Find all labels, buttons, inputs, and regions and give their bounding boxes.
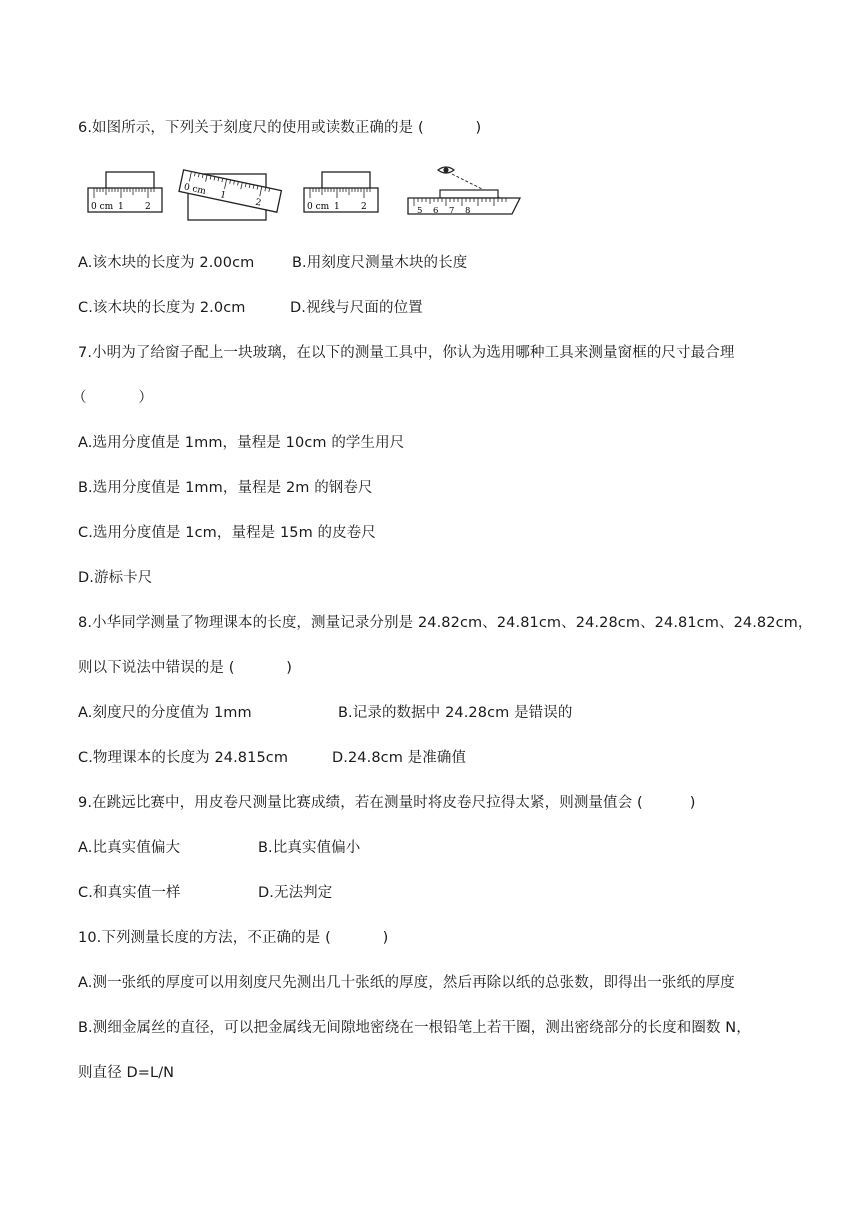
q10-option-b: B.测细金属丝的直径，可以把金属线无间隙地密绕在一根铅笔上若干圈，测出密绕部分的长度和圈数 N， xyxy=(78,1020,751,1036)
q7-stem-bracket: （ ） xyxy=(72,390,154,406)
eye-icon xyxy=(438,167,454,173)
q6-option-c: C.该木块的长度为 2.0cm xyxy=(78,300,246,316)
q9-option-d: D.无法判定 xyxy=(258,885,333,901)
q9-option-c: C.和真实值一样 xyxy=(78,885,181,901)
q9-option-b: B.比真实值偏小 xyxy=(258,840,361,856)
figure-a-label-0: 0 cm xyxy=(91,202,114,212)
q9-option-a: A.比真实值偏大 xyxy=(78,840,181,856)
figure-a-label-1: 1 xyxy=(118,202,124,212)
figure-d-label-7: 7 xyxy=(449,206,455,216)
q10-option-b-line2: 则直径 D=L/N xyxy=(78,1065,175,1081)
figure-b-label-2: 2 xyxy=(254,197,263,209)
q8-option-a: A.刻度尺的分度值为 1mm xyxy=(78,705,252,721)
figure-b-label-0: 0 cm xyxy=(182,182,207,197)
q7-option-b: B.选用分度值是 1mm，量程是 2m 的钢卷尺 xyxy=(78,480,373,496)
q9-stem: 9.在跳远比赛中，用皮卷尺测量比赛成绩，若在测量时将皮卷尺拉得太紧，则测量值会 ( ) xyxy=(78,795,696,811)
q6-option-a: A.该木块的长度为 2.00cm xyxy=(78,255,255,271)
q6-option-b: B.用刻度尺测量木块的长度 xyxy=(292,255,468,271)
figure-c-label-1: 1 xyxy=(334,202,340,212)
figure-b-label-1: 1 xyxy=(219,190,227,202)
figure-c-ruler xyxy=(304,172,378,212)
q10-stem: 10.下列测量长度的方法，不正确的是 ( ) xyxy=(78,930,389,946)
q8-stem-line2: 则以下说法中错误的是 ( ) xyxy=(78,660,293,676)
q7-option-d: D.游标卡尺 xyxy=(78,570,153,586)
q8-option-d: D.24.8cm 是准确值 xyxy=(332,750,467,766)
q7-stem: 7.小明为了给窗子配上一块玻璃，在以下的测量工具中，你认为选用哪种工具来测量窗框的尺寸最合理 xyxy=(78,345,735,361)
figure-d-label-6: 6 xyxy=(433,206,439,216)
figure-a-label-2: 2 xyxy=(145,202,151,212)
figure-b-tilted-ruler xyxy=(179,170,281,220)
q6-option-d: D.视线与尺面的位置 xyxy=(290,300,423,316)
q6-stem: 6.如图所示，下列关于刻度尺的使用或读数正确的是 ( ) xyxy=(78,120,482,136)
q10-option-a: A.测一张纸的厚度可以用刻度尺先测出几十张纸的厚度，然后再除以纸的总张数，即得出一张纸的厚度 xyxy=(78,975,735,991)
figure-c-label-2: 2 xyxy=(361,202,367,212)
q8-option-c: C.物理课本的长度为 24.815cm xyxy=(78,750,289,766)
figure-d-label-5: 5 xyxy=(417,206,423,216)
q8-stem: 8.小华同学测量了物理课本的长度，测量记录分别是 24.82cm、24.81cm、24.28cm、24.81cm、24.82cm， xyxy=(78,615,813,631)
q6-figure xyxy=(84,162,534,224)
q7-option-a: A.选用分度值是 1mm，量程是 10cm 的学生用尺 xyxy=(78,435,405,451)
figure-a-ruler xyxy=(88,172,162,212)
q7-option-c: C.选用分度值是 1cm，量程是 15m 的皮卷尺 xyxy=(78,525,376,541)
figure-c-label-0: 0 cm xyxy=(307,202,330,212)
figure-d-label-8: 8 xyxy=(465,206,471,216)
figure-d-eye-ruler xyxy=(408,167,520,216)
q8-option-b: B.记录的数据中 24.28cm 是错误的 xyxy=(338,705,573,721)
